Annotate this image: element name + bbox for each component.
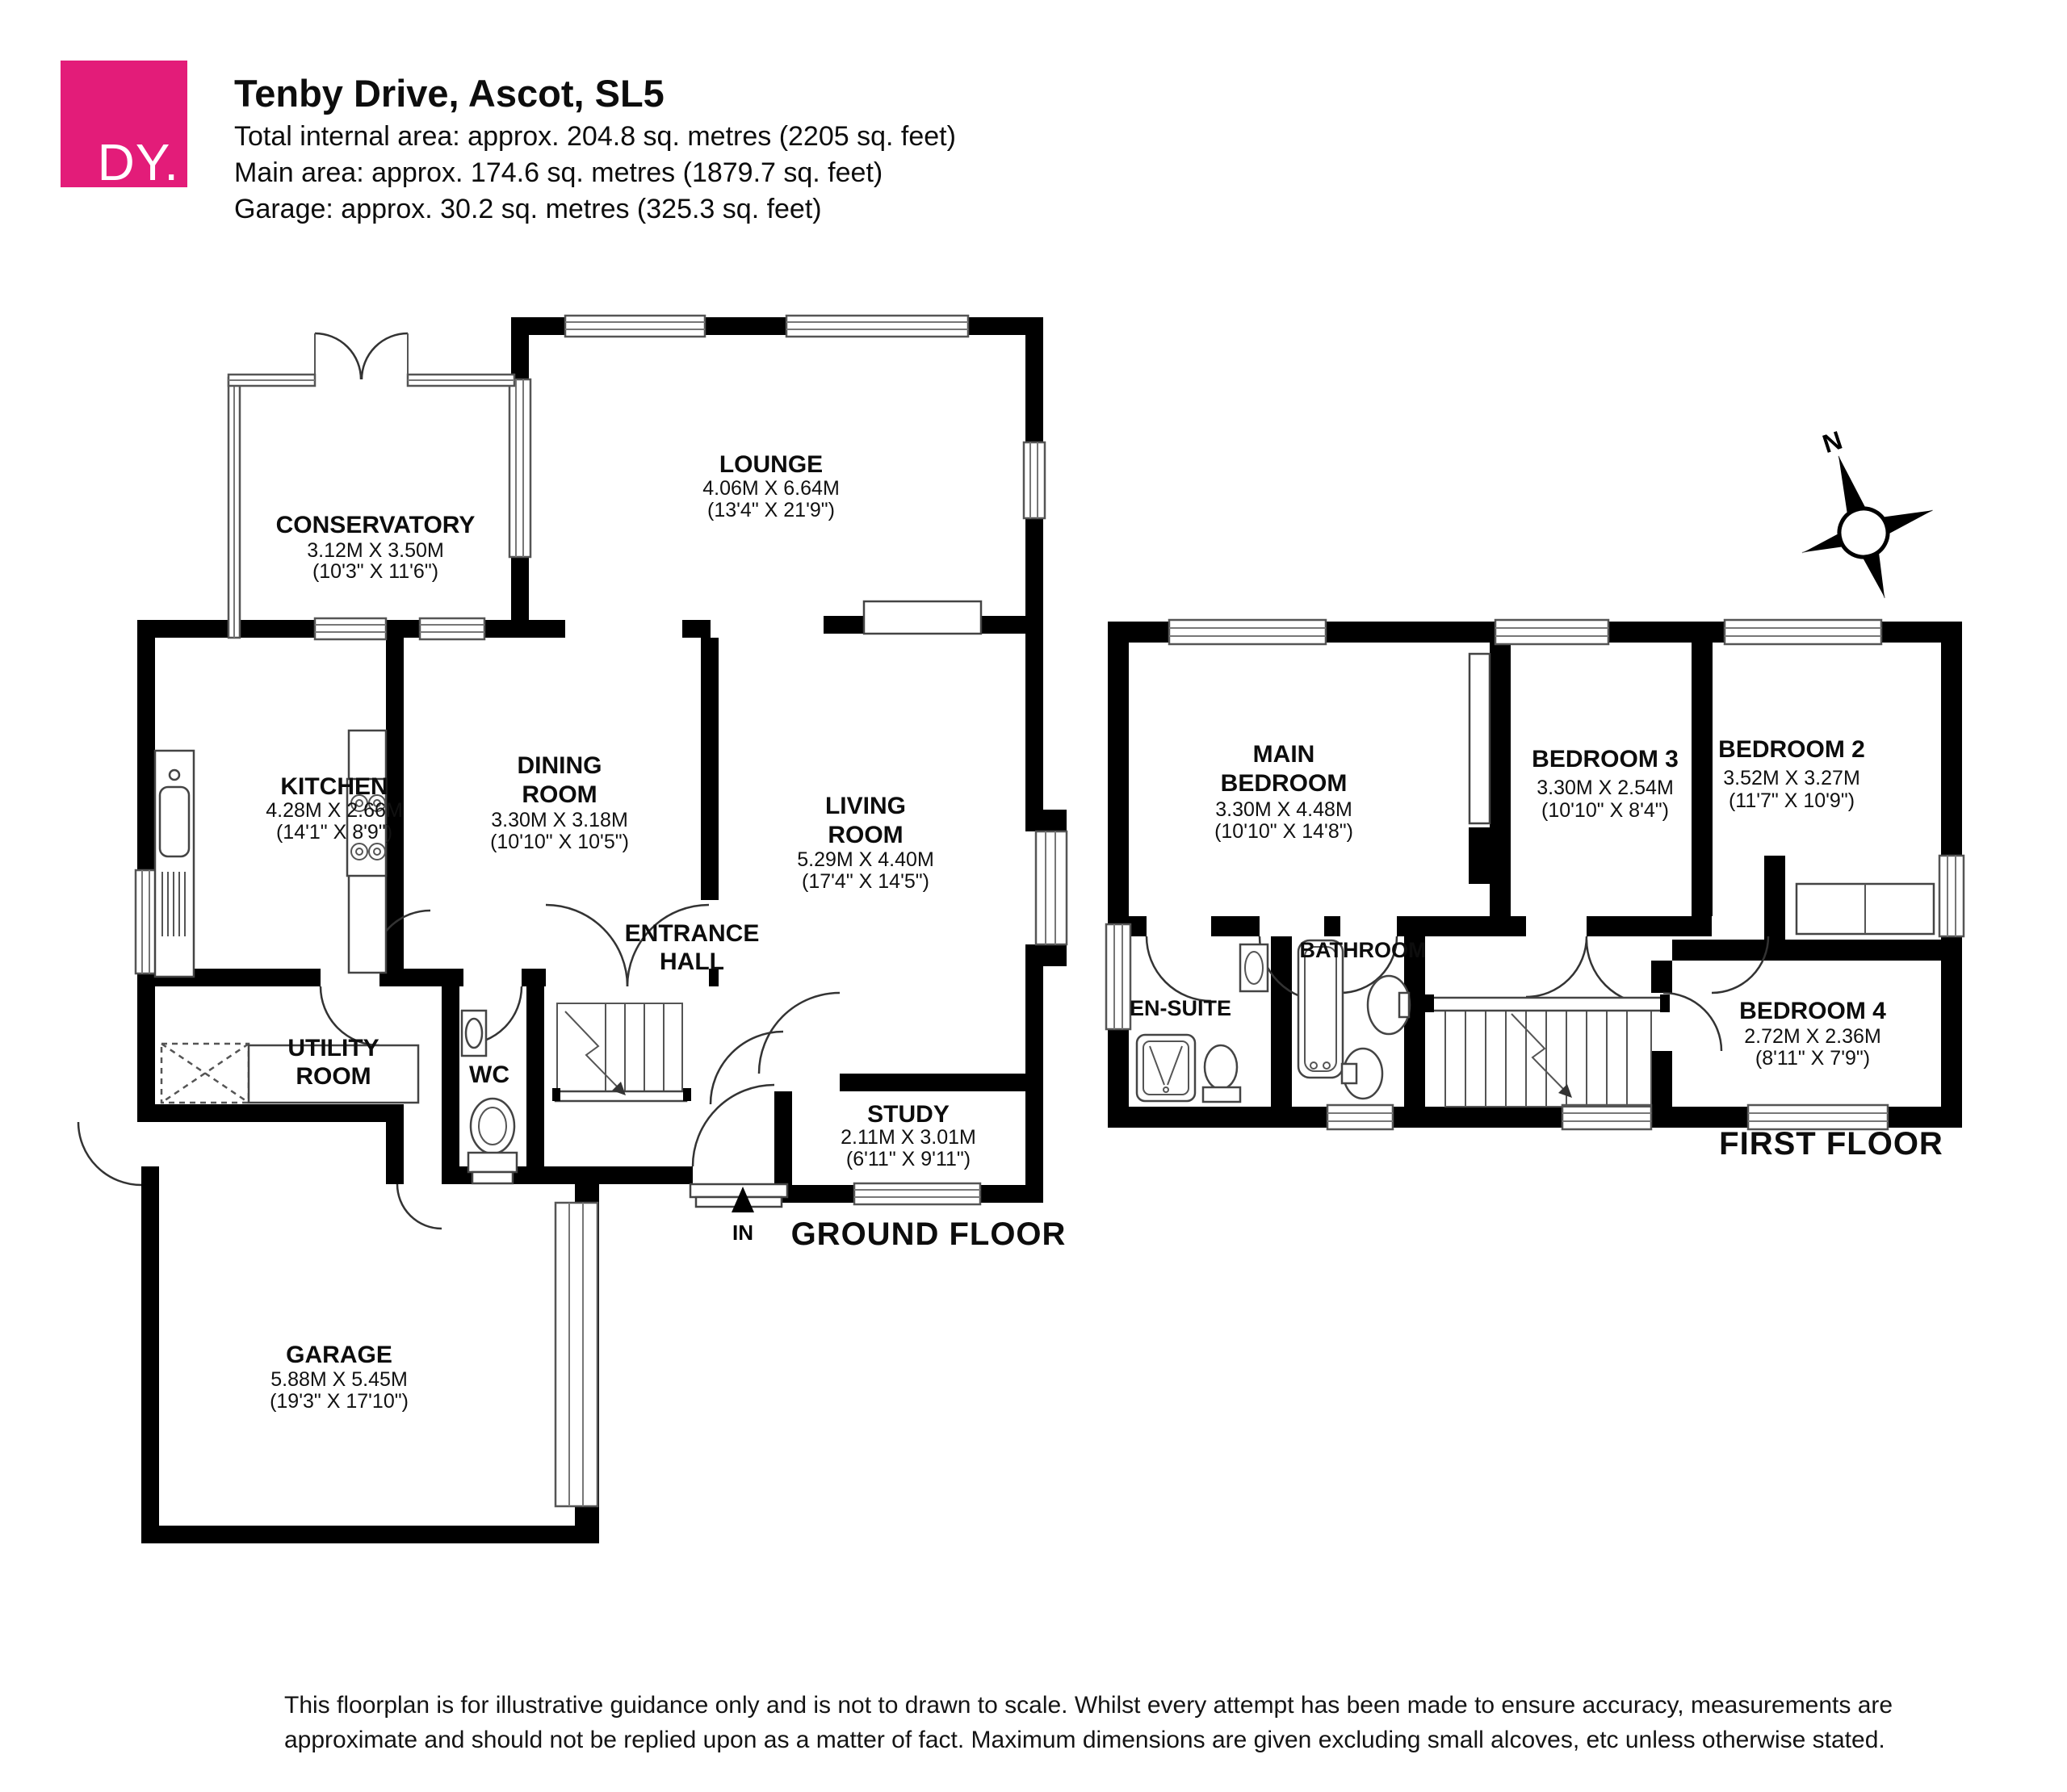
room-dim-metric: 2.72M X 2.36M (1744, 1025, 1881, 1048)
room-dim-metric: 3.30M X 3.18M (491, 809, 628, 831)
room-dim-imperial: (8'11" X 7'9") (1755, 1047, 1871, 1070)
window (509, 379, 530, 557)
window (1327, 1105, 1393, 1129)
ensuite-door-arc (1147, 936, 1211, 1001)
room-dim-imperial: (10'3" X 11'6") (312, 560, 439, 583)
window (1024, 442, 1045, 518)
room-label-kitchen: KITCHEN (280, 773, 388, 800)
room-label-living-2: ROOM (828, 822, 904, 848)
garage-door (556, 1203, 597, 1506)
side-door-arc (78, 1122, 141, 1185)
disclaimer (284, 1692, 1893, 1753)
room-label-wc: WC (469, 1061, 509, 1088)
room-label-ensuite: EN-SUITE (1129, 996, 1232, 1020)
stairs-ground (552, 1003, 691, 1101)
room-dim-imperial: (10'10" X 8'4") (1541, 799, 1669, 822)
ground-floor-title: GROUND FLOOR (790, 1216, 1067, 1252)
disclaimer-line-2: approximate and should not be replied upon as a matter of fact. Maximum dimensions are given excluding small alcoves, etc unless otherwise stated. (284, 1727, 1885, 1753)
wardrobe-recess (1470, 654, 1490, 823)
window (1169, 620, 1326, 644)
kitchen-fixtures (155, 731, 386, 977)
room-dim-metric: 5.29M X 4.40M (797, 848, 934, 871)
page-title: Tenby Drive, Ascot, SL5 (234, 72, 665, 115)
room-label-conservatory: CONSERVATORY (275, 512, 476, 538)
bedroom4-door-arc (1663, 993, 1721, 1051)
compass-rose-icon (1768, 405, 1954, 618)
front-door-arc (693, 1085, 774, 1166)
french-door-arc (362, 333, 408, 379)
room-label-study: STUDY (867, 1101, 950, 1128)
stairs-first (1424, 994, 1670, 1107)
room-dim-imperial: (17'4" X 14'5") (802, 870, 929, 893)
room-label-bedroom2: BEDROOM 2 (1718, 736, 1865, 763)
room-dim-imperial: (13'4" X 21'9") (707, 499, 835, 521)
room-dim-imperial: (10'10" X 14'8") (1214, 820, 1353, 843)
first-floor-title: FIRST FLOOR (1719, 1126, 1943, 1162)
room-dim-imperial: (19'3" X 17'10") (270, 1390, 409, 1413)
window (136, 870, 157, 973)
room-dim-imperial: (6'11" X 9'11") (845, 1148, 971, 1170)
room-dim-metric: 4.06M X 6.64M (702, 477, 840, 500)
room-label-dining-2: ROOM (522, 781, 597, 808)
room-dim-imperial: (14'1" X 8'9") (275, 821, 393, 844)
wc-fixtures (462, 1011, 517, 1183)
room-label-dining: DINING (517, 752, 602, 779)
room-dim-metric: 5.88M X 5.45M (270, 1368, 408, 1391)
entrance-label: IN (732, 1220, 753, 1245)
compass-north-label: N (1818, 425, 1846, 459)
window (565, 316, 705, 337)
room-label-bedroom4: BEDROOM 4 (1739, 998, 1886, 1024)
room-dim-metric: 3.12M X 3.50M (307, 539, 444, 562)
window (1106, 924, 1130, 1029)
window (1939, 856, 1964, 936)
disclaimer-line-1: This floorplan is for illustrative guidance only and is not to drawn to scale. Whilst every attempt has been made to ensure accuracy, measurements are (284, 1692, 1893, 1719)
window (315, 618, 386, 639)
bedroom2-nook (1797, 884, 1934, 934)
room-label-garage: GARAGE (286, 1342, 392, 1368)
dining-double-door-arc (546, 905, 627, 986)
room-dim-imperial: (10'10" X 10'5") (490, 831, 629, 853)
room-dim-imperial: (11'7" X 10'9") (1728, 789, 1855, 812)
room-dim-metric: 2.11M X 3.01M (841, 1126, 976, 1149)
bedroom3-door-arc (1526, 936, 1587, 997)
room-label-utility-2: ROOM (296, 1063, 371, 1090)
room-label-living: LIVING (824, 793, 907, 819)
bay-window (1034, 810, 1067, 966)
bathroom-fixtures (1298, 940, 1410, 1099)
brand-logo-text: DY. (97, 133, 179, 191)
window (854, 1183, 980, 1204)
ground-floor-windows (136, 316, 1067, 1506)
header (61, 61, 956, 224)
room-dim-metric: 3.30M X 4.48M (1215, 798, 1352, 821)
conservatory-glazing (229, 333, 514, 638)
total-area-line: Total internal area: approx. 204.8 sq. metres (2205 sq. feet) (234, 121, 956, 152)
study-door-arc (711, 1032, 783, 1104)
fireplace (864, 601, 981, 634)
window (420, 618, 484, 639)
room-label-entrance: ENTRANCE (624, 920, 760, 947)
ensuite-fixtures (1137, 944, 1268, 1102)
room-dim-metric: 3.30M X 2.54M (1537, 777, 1674, 799)
room-dim-metric: 4.28M X 2.66M (266, 799, 403, 822)
room-label-utility: UTILITY (287, 1035, 379, 1061)
window (786, 316, 968, 337)
window (1495, 620, 1608, 644)
room-label-main-bedroom-2: BEDROOM (1220, 770, 1348, 797)
main-area-line: Main area: approx. 174.6 sq. metres (1879.7 sq. feet) (234, 157, 883, 188)
garage-access-door-arc (397, 1184, 442, 1229)
garage-area-line: Garage: approx. 30.2 sq. metres (325.3 sq. feet) (234, 194, 822, 224)
room-label-lounge: LOUNGE (719, 451, 824, 478)
room-label-bathroom: BATHROOM (1299, 938, 1427, 962)
room-label-bedroom3: BEDROOM 3 (1532, 746, 1679, 772)
landing-door-arc (1587, 940, 1651, 1004)
window (1725, 620, 1881, 644)
entrance-threshold (690, 1184, 787, 1245)
window (1562, 1105, 1651, 1129)
french-door-arc (315, 333, 361, 379)
room-label-main-bedroom: MAIN (1252, 741, 1315, 768)
room-label-entrance-2: HALL (660, 948, 724, 975)
room-dim-metric: 3.52M X 3.27M (1723, 767, 1860, 789)
